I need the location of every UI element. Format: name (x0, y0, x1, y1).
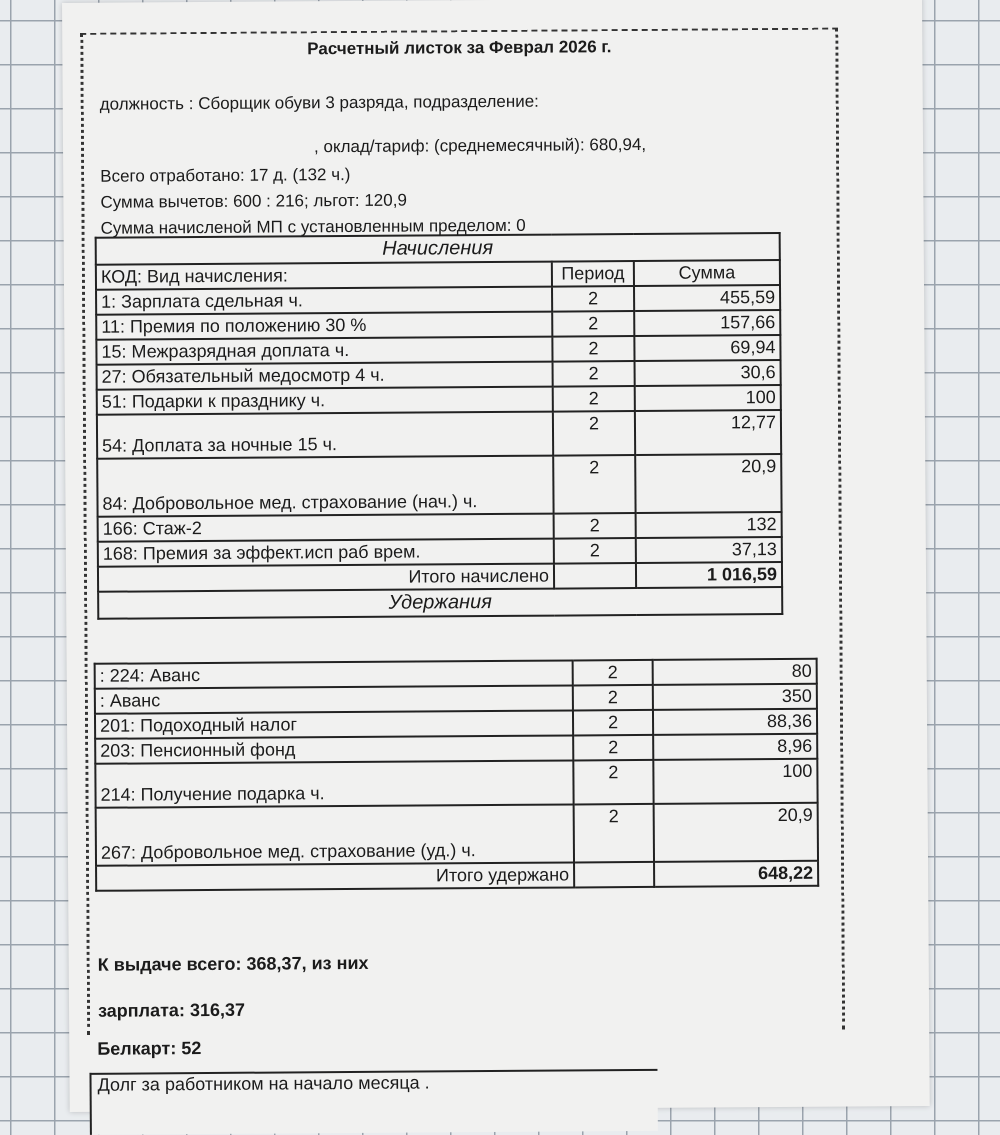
cell-name: 1: Зарплата сдельная ч. (96, 287, 552, 315)
cell-period: 2 (553, 361, 635, 387)
payslip-title: Расчетный листок за Феврал 2026 г. (307, 37, 612, 59)
total-label: Итого начислено (98, 564, 554, 592)
cell-sum: 12,77 (635, 410, 781, 455)
cell-sum: 37,13 (636, 537, 782, 563)
total-value: 648,22 (654, 861, 818, 887)
cell-period: 2 (552, 286, 634, 312)
cell-period: 2 (552, 336, 634, 362)
accruals-table (95, 232, 784, 620)
cell-name: 27: Обязательный медосмотр 4 ч. (97, 362, 553, 390)
cell-period: 2 (573, 760, 653, 805)
cell-sum: 20,9 (635, 454, 781, 513)
cell-period: 2 (573, 710, 653, 736)
total-value: 1 016,59 (636, 562, 782, 588)
cell-name: 51: Подарки к празднику ч. (97, 387, 553, 415)
column-header: Сумма (634, 260, 780, 286)
worked-line: Всего отработано: 17 д. (132 ч.) (100, 164, 351, 186)
cell-name: 201: Подоходный налог (95, 710, 573, 738)
cell-period: 2 (573, 685, 653, 711)
withholdings-total-row (96, 861, 818, 891)
cell-name: 214: Получение подарка ч. (95, 760, 573, 807)
payout-total: К выдаче всего: 368,37, из них (97, 952, 369, 975)
debt-line: Долг за работником на начало месяца . (89, 1069, 657, 1135)
cell-name: : 224: Аванс (95, 660, 573, 688)
position-line: должность : Сборщик обуви 3 разряда, подразделение: (99, 91, 539, 114)
cell-name: 267: Добровольное мед. страхование (уд.) ч. (96, 804, 574, 865)
cell-sum: 30,6 (635, 360, 781, 386)
cell-name: 84: Добровольное мед. страхование (нач.) ч. (97, 456, 553, 517)
cell-sum: 20,9 (654, 803, 818, 862)
cell-name: 166: Стаж-2 (98, 514, 554, 542)
cell-name: 54: Доплата за ночные 15 ч. (97, 412, 553, 459)
accruals-section-title: Начисления (96, 233, 780, 265)
payout-salary: зарплата: 316,37 (97, 999, 246, 1021)
column-header: КОД: Вид начисления: (96, 262, 552, 290)
payslip (80, 28, 845, 1035)
cell-sum: 69,94 (634, 335, 780, 361)
cell-period: 2 (552, 311, 634, 337)
cell-period: 2 (573, 660, 653, 686)
cell-sum: 350 (653, 684, 817, 710)
total-label: Итого удержано (96, 862, 574, 890)
table-row (96, 803, 818, 866)
cell-sum: 8,96 (653, 734, 817, 760)
cell-sum: 100 (653, 759, 817, 804)
cell-period: 2 (554, 538, 636, 564)
salary-line: , оклад/тариф: (среднемесячный): 680,94, (313, 134, 647, 157)
cell-name: 15: Межразрядная доплата ч. (96, 337, 552, 365)
cell-period: 2 (573, 735, 653, 761)
cell-name: 168: Премия за эффект.исп раб врем. (98, 539, 554, 567)
mp-line: Сумма начисленой МП с установленным пределом: 0 (100, 215, 526, 238)
cell-name: 11: Премия по положению 30 % (96, 312, 552, 340)
cell-period: 2 (553, 386, 635, 412)
table-row (97, 410, 781, 459)
cell-name: : Аванс (95, 685, 573, 713)
cell-sum: 132 (636, 512, 782, 538)
cell-period: 2 (553, 455, 635, 514)
column-header: Период (552, 261, 634, 287)
cell-sum: 88,36 (653, 709, 817, 735)
table-row (95, 759, 817, 808)
payslip-paper (62, 0, 930, 1112)
withholdings-table (94, 658, 820, 892)
cell-name: 203: Пенсионный фонд (95, 735, 573, 763)
payout-belcart: Белкарт: 52 (97, 1038, 202, 1059)
cell-period: 2 (554, 513, 636, 539)
cell-sum: 455,59 (634, 285, 780, 311)
deductions-line: Сумма вычетов: 600 : 216; льгот: 120,9 (100, 190, 407, 212)
cell-sum: 100 (635, 385, 781, 411)
withholdings-section-title: Удержания (98, 587, 782, 619)
table-row (97, 454, 781, 517)
cell-sum: 80 (653, 659, 817, 685)
cell-period: 2 (553, 411, 635, 456)
cell-sum: 157,66 (634, 310, 780, 336)
cell-period: 2 (574, 804, 654, 863)
